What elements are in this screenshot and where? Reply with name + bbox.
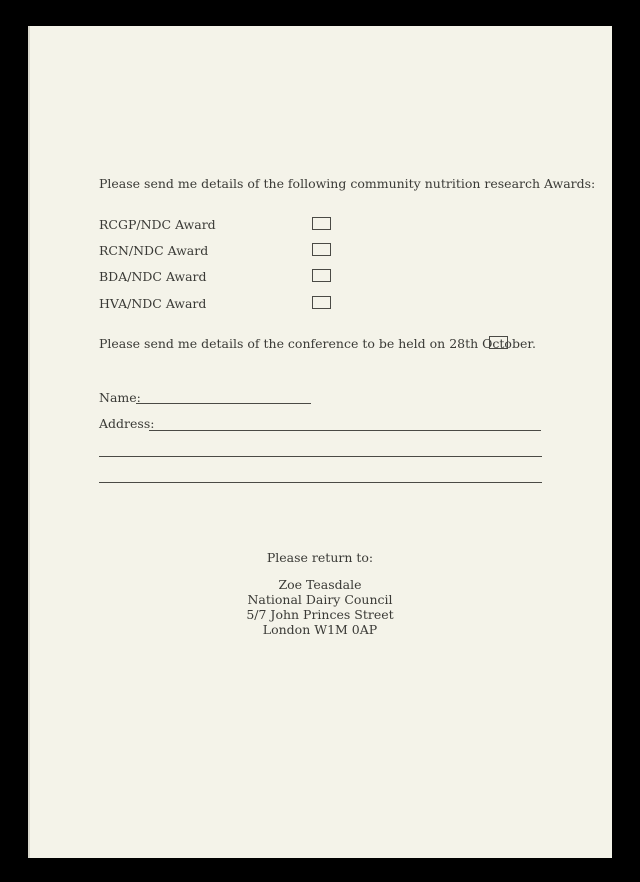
name-label: Name: — [99, 390, 141, 405]
address-line-2-input[interactable] — [99, 444, 542, 457]
return-city: London W1M 0AP — [262, 622, 378, 637]
address-label: Address: — [99, 416, 155, 431]
form-sheet — [28, 26, 612, 858]
award-checkbox-hva[interactable] — [312, 296, 331, 309]
award-row-rcn — [99, 243, 339, 259]
award-label-rcn: RCN/NDC Award — [99, 243, 209, 258]
name-input[interactable] — [136, 391, 311, 404]
award-row-rcgp — [99, 217, 339, 233]
award-checkbox-bda[interactable] — [312, 269, 331, 282]
award-row-hva — [99, 296, 339, 312]
award-checkbox-rcn[interactable] — [312, 243, 331, 256]
return-street: 5/7 John Princes Street — [246, 607, 394, 622]
return-address — [28, 577, 612, 637]
award-label-rcgp: RCGP/NDC Award — [99, 217, 216, 232]
conference-checkbox[interactable] — [489, 336, 508, 349]
award-label-hva: HVA/NDC Award — [99, 296, 207, 311]
address-line-3-input[interactable] — [99, 470, 542, 483]
return-heading — [28, 550, 612, 565]
award-label-bda: BDA/NDC Award — [99, 269, 207, 284]
return-organisation: National Dairy Council — [247, 592, 393, 607]
return-heading-text: Please return to: — [266, 550, 374, 565]
return-contact-name: Zoe Teasdale — [278, 577, 362, 592]
award-row-bda — [99, 269, 339, 285]
awards-intro-text: Please send me details of the following community nutrition research Awards: — [99, 176, 596, 191]
award-checkbox-rcgp[interactable] — [312, 217, 331, 230]
address-line-1-input[interactable] — [149, 418, 541, 431]
conference-text: Please send me details of the conference to be held on 28th October. — [99, 336, 536, 351]
paper-edge — [28, 26, 30, 858]
